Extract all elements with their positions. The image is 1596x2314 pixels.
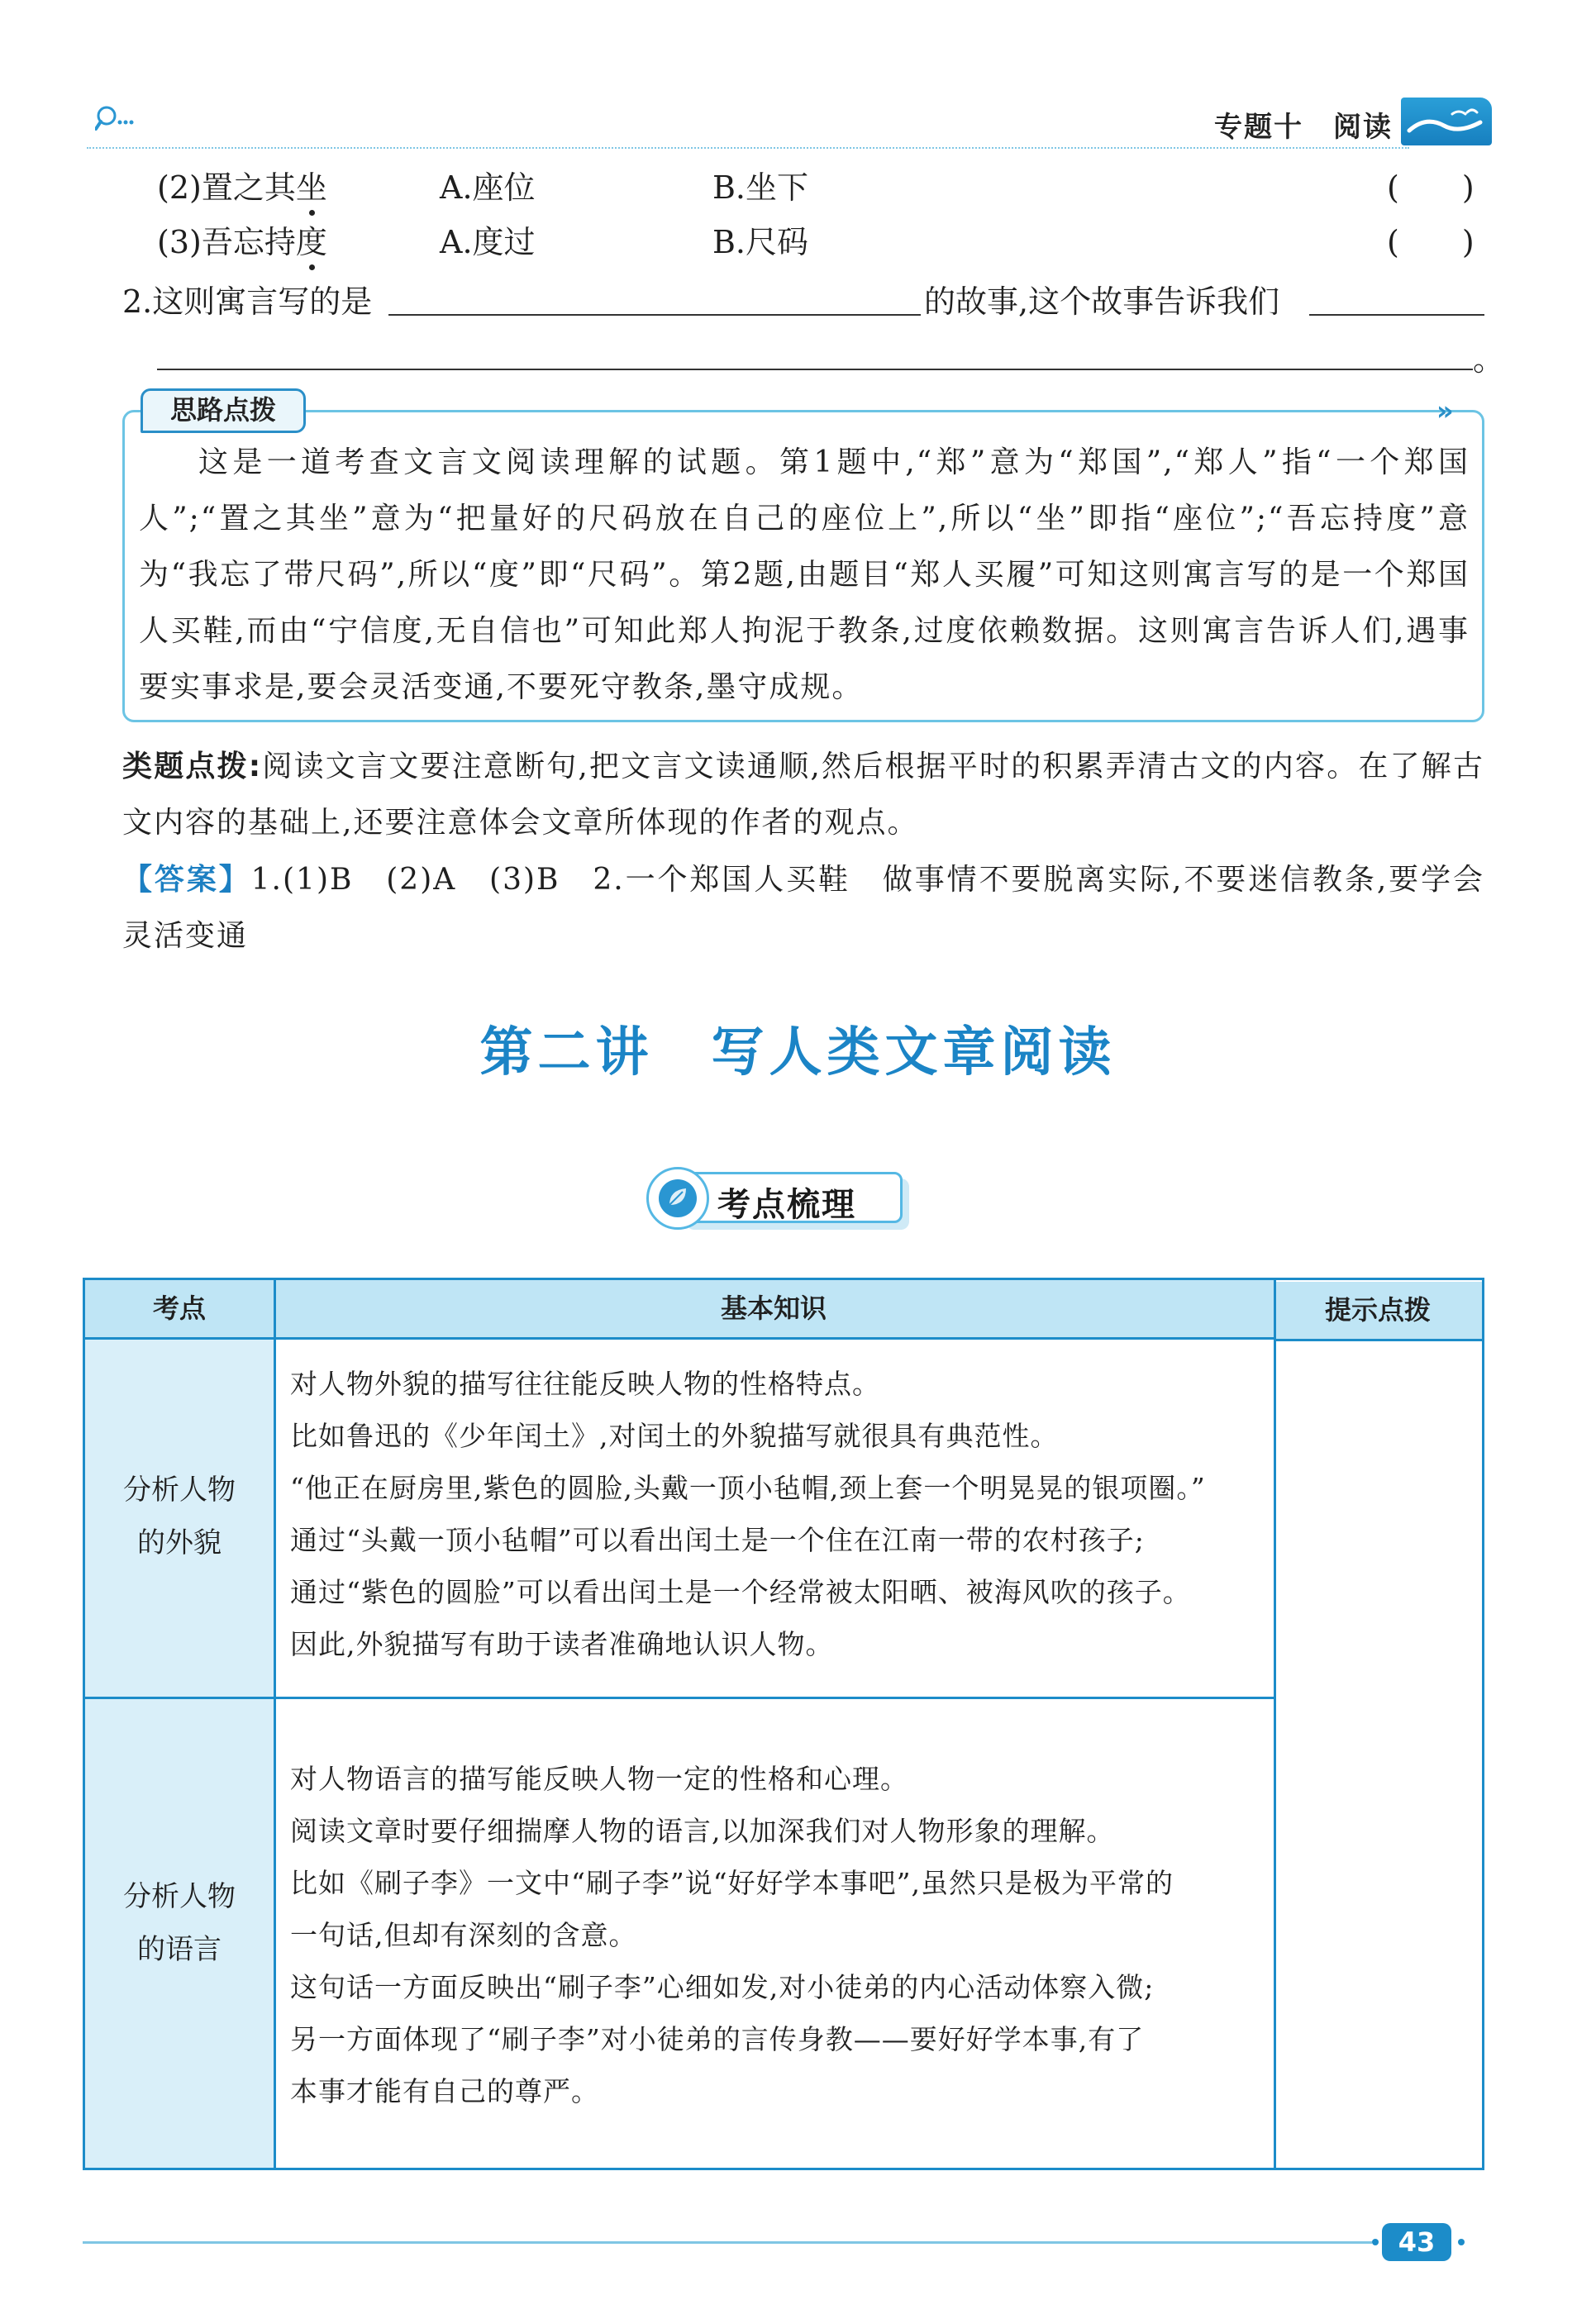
wave-logo-icon [1401, 98, 1492, 145]
option-b: B.尺码 [712, 224, 809, 260]
option-a: A.度过 [440, 224, 536, 260]
question-1-3-label: (3)吾忘持 [157, 224, 296, 260]
table-row-point [85, 1464, 274, 1569]
table-header-knowledge: 基本知识 [274, 1280, 1274, 1340]
knowledge-line: 一句话,但却有深刻的含意。 [290, 1919, 637, 1951]
question-1-3 [157, 217, 327, 262]
page-dot [1372, 2239, 1379, 2245]
footer-divider [83, 2241, 1372, 2244]
answer-blank[interactable] [1309, 314, 1484, 316]
option-b: B.坐下 [712, 169, 809, 206]
knowledge-table [83, 1278, 1484, 2170]
table-header-tips: 提示点拨 [1274, 1282, 1482, 1341]
knowledge-line: 因此,外貌描写有助于读者准确地认识人物。 [290, 1628, 834, 1660]
point-line: 的外貌 [137, 1526, 222, 1559]
answer [122, 851, 1484, 964]
question-1-2 [157, 162, 327, 207]
knowledge-line: 比如鲁迅的《少年闰土》,对闰土的外貌描写就很具有典范性。 [290, 1420, 1059, 1452]
chapter-title: 专题十 阅读 [1214, 111, 1393, 144]
double-chevron-icon: » [1436, 395, 1451, 426]
question-1-2-emphasis: 坐 [295, 169, 327, 206]
table-header-point: 考点 [85, 1280, 274, 1340]
leaf-icon [646, 1167, 709, 1230]
answer-label: 【答案】 [122, 862, 251, 897]
section-badge [646, 1167, 914, 1230]
option-a: A.座位 [440, 169, 536, 206]
page-header [87, 98, 1492, 149]
answer-text: 1.(1)B (2)A (3)B 2.一个郑国人买鞋 做事情不要脱离实际,不要迷信教条,要学会灵活变通 [122, 863, 1484, 953]
search-icon [95, 104, 135, 134]
question-1-2-label: (2)置之其 [157, 169, 296, 206]
knowledge-line: 对人物语言的描写能反映人物一定的性格和心理。 [290, 1763, 908, 1795]
similar-tip-text: 阅读文言文要注意断句,把文言文读通顺,然后根据平时的积累弄清古文的内容。在了解古文内容的基础上,还要注意体会文章所体现的作者的观点。 [122, 750, 1485, 840]
question-2-end: 。 [1473, 341, 1505, 378]
table-row-knowledge [290, 1753, 1282, 2117]
point-line: 分析人物 [123, 1880, 236, 1913]
question-2-middle: 的故事,这个故事告诉我们 [924, 283, 1280, 320]
knowledge-line: 比如《刷子李》一文中“刷子李”说“好好学本事吧”,虽然只是极为平常的 [290, 1867, 1174, 1899]
knowledge-line: 通过“紫色的圆脸”可以看出闰土是一个经常被太阳晒、被海风吹的孩子。 [290, 1576, 1191, 1608]
column-divider [274, 1280, 276, 2168]
answer-bracket: ( ) [1387, 224, 1475, 260]
section-badge-label: 考点梳理 [717, 1186, 856, 1224]
knowledge-line: 本事才能有自己的尊严。 [290, 2075, 599, 2107]
tip-text: 这是一道考查文言文阅读理解的试题。第1题中,“郑”意为“郑国”,“郑人”指“一个郑国人”;“置之其坐”意为“把量好的尺码放在自己的座位上”,所以“坐”即指“座位”;“吾忘持度”意为“我忘了带尺码”,所以“度”即“尺码”。第2题,由题目“郑人买履”可知这则寓言写的是一个郑国人买鞋,而由“宁信度,无自信也”可知此郑人拘泥于教条,过度依赖数据。这则寓言告诉人们,遇事要实事求是,要会灵活变通,不要死守教条,墨守成规。 [139, 445, 1470, 704]
tip-title: 思路点拨 [141, 388, 306, 433]
point-line: 分析人物 [123, 1474, 236, 1507]
point-line: 的语言 [137, 1933, 222, 1966]
table-row-knowledge [290, 1358, 1282, 1670]
knowledge-line: 这句话一方面反映出“刷子李”心细如发,对小徒弟的内心活动体察入微; [290, 1971, 1155, 2003]
header-divider [87, 147, 1409, 149]
knowledge-line: 对人物外貌的描写往往能反映人物的性格特点。 [290, 1368, 880, 1400]
tip-box-top-dash [319, 410, 1427, 412]
knowledge-line: “他正在厨房里,紫色的圆脸,头戴一顶小毡帽,颈上套一个明晃晃的银项圈。” [290, 1472, 1206, 1504]
answer-blank[interactable] [388, 314, 921, 316]
page-number: 43 [1382, 2223, 1451, 2261]
row-divider [85, 1697, 1274, 1699]
page-dot [1458, 2239, 1465, 2245]
similar-tip [122, 739, 1484, 851]
similar-tip-label: 类题点拨: [122, 750, 263, 783]
knowledge-line: 另一方面体现了“刷子李”对小徒弟的言传身教——要好好学本事,有了 [290, 2023, 1145, 2055]
answer-blank[interactable] [157, 369, 1473, 370]
answer-bracket: ( ) [1387, 169, 1475, 206]
lecture-title: 第二讲 写人类文章阅读 [479, 1022, 1117, 1083]
knowledge-line: 通过“头戴一顶小毡帽”可以看出闰土是一个住在江南一带的农村孩子; [290, 1524, 1145, 1556]
knowledge-line: 阅读文章时要仔细揣摩人物的语言,以加深我们对人物形象的理解。 [290, 1815, 1115, 1847]
question-1-3-emphasis: 度 [295, 224, 327, 260]
question-2-prefix: 2.这则寓言写的是 [122, 283, 373, 320]
table-row-point [85, 1870, 274, 1976]
